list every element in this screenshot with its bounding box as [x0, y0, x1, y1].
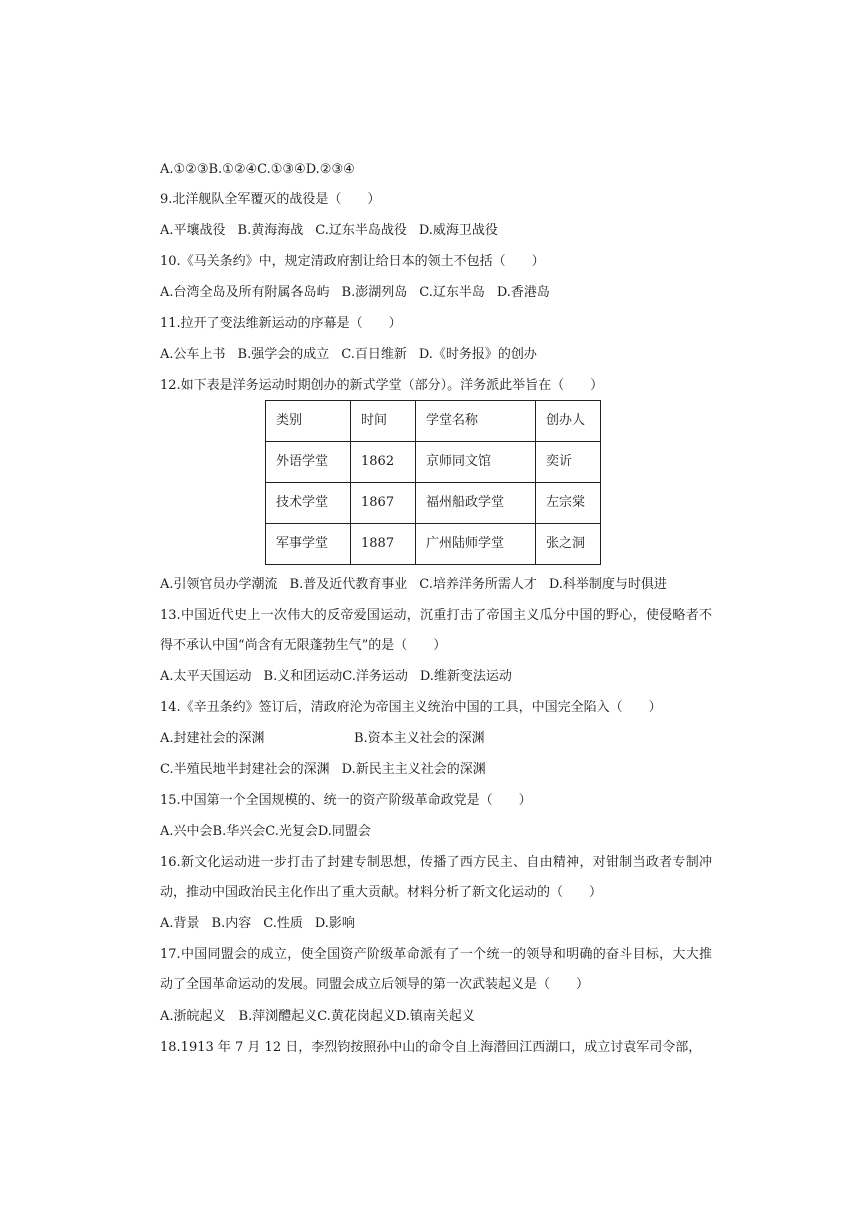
q14-option-c: C.半殖民地半封建社会的深渊	[160, 762, 330, 777]
q9-option-c: C.辽东半岛战役	[315, 223, 407, 238]
q15-stem: 15.中国第一个全国规模的、统一的资产阶级革命政党是（ ）	[160, 793, 532, 808]
table-cell: 1867	[351, 483, 416, 524]
q18-stem: 18.1913 年 7 月 12 日，李烈钧按照孙中山的命令自上海潜回江西湖口，成立讨袁军司令部，	[160, 1040, 702, 1055]
q16-options	[160, 914, 355, 934]
q14-option-b: B.资本主义社会的深渊	[354, 731, 485, 746]
q16-option-b: B.内容	[211, 916, 252, 931]
q13-option-bc: B.义和团运动C.洋务运动	[263, 669, 408, 684]
table-row	[266, 524, 601, 565]
q10-option-c: C.辽东半岛	[419, 285, 485, 300]
q9-options	[160, 221, 498, 241]
q13-option-a: A.太平天国运动	[160, 669, 252, 684]
table-cell: 左宗棠	[536, 483, 601, 524]
q14-option-a: A.封建社会的深渊	[160, 731, 265, 746]
table-cell: 福州船政学堂	[416, 483, 536, 524]
q14-option-d: D.新民主主义社会的深渊	[341, 762, 486, 777]
q11-options	[160, 345, 537, 365]
q12-stem: 12.如下表是洋务运动时期创办的新式学堂（部分）。洋务派此举旨在（ ）	[160, 378, 604, 393]
q14-stem: 14.《辛丑条约》签订后，清政府沦为帝国主义统治中国的工具，中国完全陷入（ ）	[160, 700, 662, 715]
schools-table	[265, 400, 601, 565]
q9-option-a: A.平壤战役	[160, 223, 226, 238]
q16-option-a: A.背景	[160, 916, 200, 931]
q16-option-c: C.性质	[263, 916, 303, 931]
q11-option-a: A.公车上书	[160, 347, 226, 362]
q11-stem: 11.拉开了变法维新运动的序幕是（ ）	[160, 316, 402, 331]
table-cell: 1887	[351, 524, 416, 565]
q10-option-b: B.澎湖列岛	[341, 285, 408, 300]
q12-option-d: D.科举制度与时俱进	[548, 577, 667, 592]
q13-stem: 13.中国近代史上一次伟大的反帝爱国运动，沉重打击了帝国主义瓜分中国的野心，使侵略者不得不承认中国“尚含有无限蓬勃生气”的是（ ）	[160, 608, 712, 653]
table-cell: 外语学堂	[266, 442, 351, 483]
table-cell: 张之洞	[536, 524, 601, 565]
table-header-cell: 创办人	[536, 401, 601, 442]
q11-option-d: D.《时务报》的创办	[418, 347, 537, 362]
table-row	[266, 483, 601, 524]
table-cell: 广州陆师学堂	[416, 524, 536, 565]
q12-option-c: C.培养洋务所需人才	[419, 577, 537, 592]
q10-option-d: D.香港岛	[496, 285, 550, 300]
q17-options: A.浙皖起义 B.萍浏醴起义C.黄花岗起义D.镇南关起义	[160, 1009, 475, 1024]
table-cell: 技术学堂	[266, 483, 351, 524]
table-header-cell: 学堂名称	[416, 401, 536, 442]
q16-stem: 16.新文化运动进一步打击了封建专制思想，传播了西方民主、自由精神，对钳制当政者专制冲动，推动中国政治民主化作出了重大贡献。材料分析了新文化运动的（ ）	[160, 855, 712, 900]
q11-option-c: C.百日维新	[341, 347, 407, 362]
q9-stem: 9.北洋舰队全军覆灭的战役是（ ）	[160, 192, 381, 207]
q12-option-b: B.普及近代教育事业	[289, 577, 408, 592]
q12-option-a: A.引领官员办学潮流	[160, 577, 278, 592]
q13-option-d: D.维新变法运动	[419, 669, 512, 684]
q8-options: A.①②③B.①②④C.①③④D.②③④	[160, 162, 355, 177]
q10-options	[160, 283, 550, 303]
table-header-cell: 时间	[351, 401, 416, 442]
table-cell: 1862	[351, 442, 416, 483]
q13-options	[160, 667, 512, 687]
table-cell: 军事学堂	[266, 524, 351, 565]
q15-options: A.兴中会B.华兴会C.光复会D.同盟会	[160, 824, 371, 839]
table-header-row	[266, 401, 601, 442]
q14-options-cd	[160, 760, 486, 780]
table-header-cell: 类别	[266, 401, 351, 442]
q9-option-d: D.威海卫战役	[418, 223, 498, 238]
q16-option-d: D.影响	[314, 916, 355, 931]
table-row	[266, 442, 601, 483]
q10-option-a: A.台湾全岛及所有附属各岛屿	[160, 285, 330, 300]
table-cell: 京师同文馆	[416, 442, 536, 483]
q9-option-b: B.黄海海战	[237, 223, 304, 238]
q10-stem: 10.《马关条约》中，规定清政府割让给日本的领土不包括（ ）	[160, 254, 545, 269]
q17-stem: 17.中国同盟会的成立，使全国资产阶级革命派有了一个统一的领导和明确的奋斗目标，大大推动了全国革命运动的发展。同盟会成立后领导的第一次武装起义是（ ）	[160, 947, 712, 992]
table-cell: 奕䜣	[536, 442, 601, 483]
q11-option-b: B.强学会的成立	[237, 347, 330, 362]
q12-options	[160, 575, 667, 595]
